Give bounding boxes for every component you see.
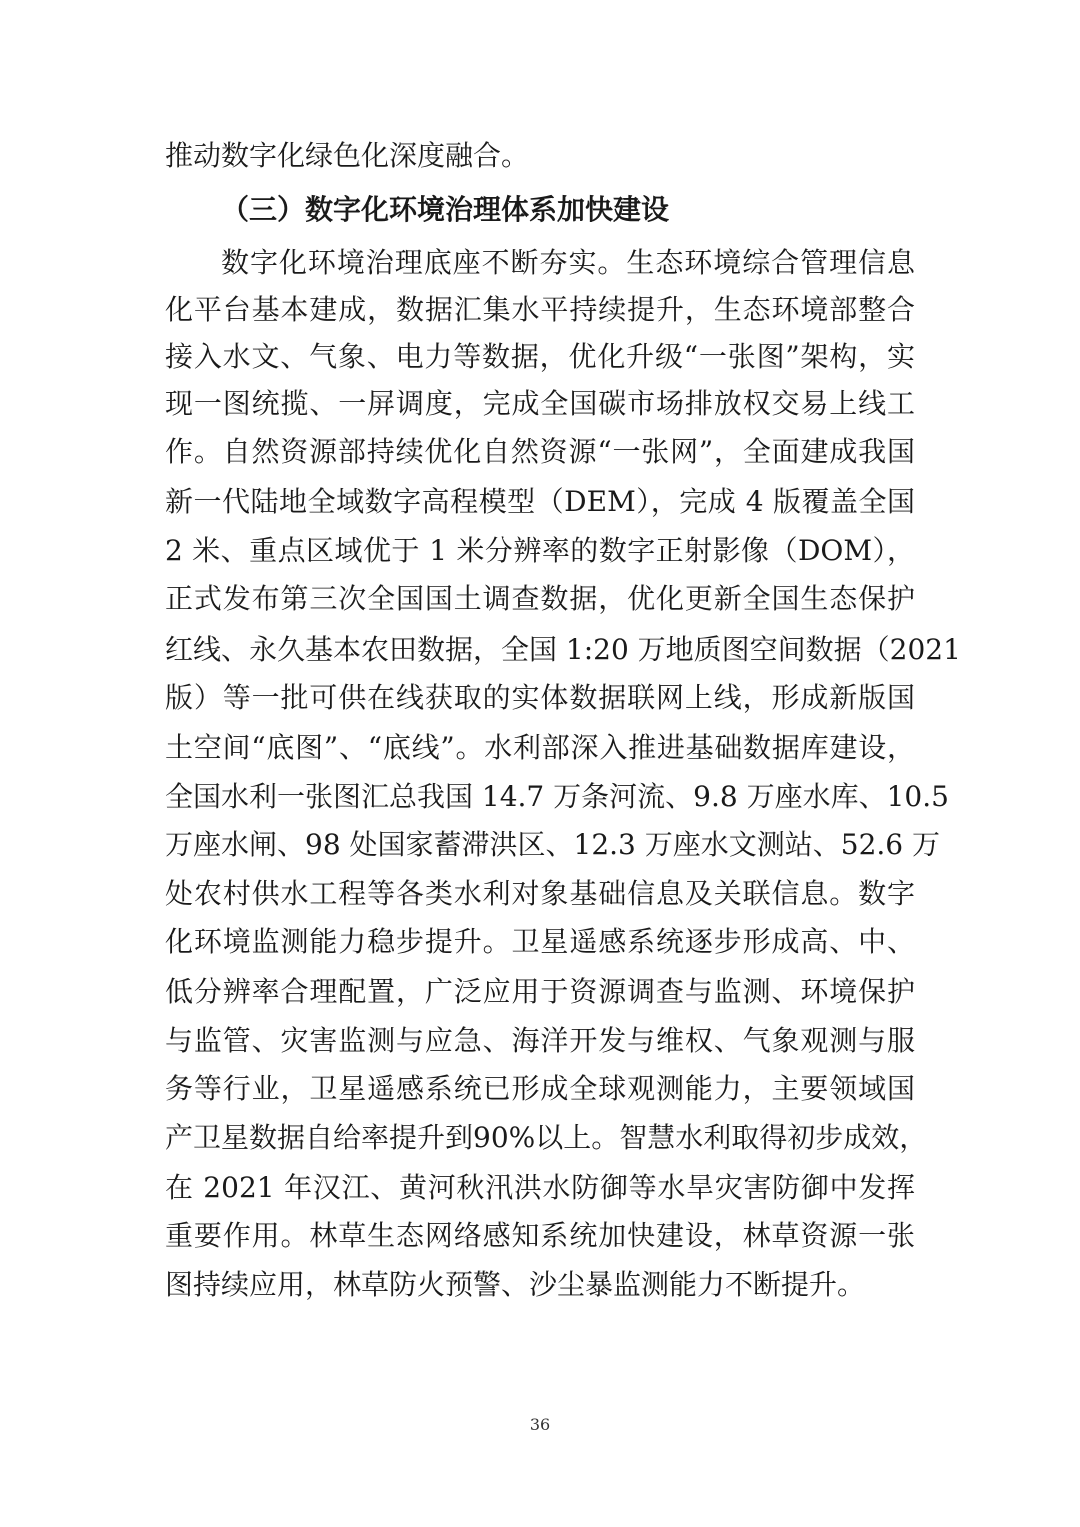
section-heading: （三）数字化环境治理体系加快建设 [221, 193, 670, 226]
paragraph-line: 土空间“底图”、“底线”。水利部深入推进基础数据库建设， [165, 731, 915, 764]
paragraph-line: 万座水闸、98 处国家蓄滞洪区、12.3 万座水文测站、52.6 万 [165, 828, 941, 861]
paragraph-line: 新一代陆地全域数字高程模型（DEM），完成 4 版覆盖全国 [165, 485, 915, 518]
paragraph-line: 图持续应用，林草防火预警、沙尘暴监测能力不断提升。 [165, 1268, 866, 1301]
paragraph-line: 正式发布第三次全国国土调查数据，优化更新全国生态保护 [165, 582, 915, 615]
paragraph-line: 2 米、重点区域优于 1 米分辨率的数字正射影像（DOM）， [165, 534, 915, 567]
paragraph-line: 处农村供水工程等各类水利对象基础信息及关联信息。数字 [165, 877, 915, 910]
paragraph-line: 作。自然资源部持续优化自然资源“一张网”，全面建成我国 [165, 435, 915, 468]
paragraph-line: 重要作用。林草生态网络感知系统加快建设，林草资源一张 [165, 1219, 915, 1252]
page-number: 36 [529, 1415, 551, 1434]
paragraph-line: 接入水文、气象、电力等数据，优化升级“一张图”架构，实 [165, 340, 915, 373]
paragraph-line: 版）等一批可供在线获取的实体数据联网上线，形成新版国 [165, 681, 915, 714]
paragraph-line: 数字化环境治理底座不断夯实。生态环境综合管理信息 [221, 246, 915, 279]
paragraph-line: 低分辨率合理配置，广泛应用于资源调查与监测、环境保护 [165, 975, 915, 1008]
paragraph-line: 化环境监测能力稳步提升。卫星遥感系统逐步形成高、中、 [165, 925, 915, 958]
paragraph-line: 产卫星数据自给率提升到90%以上。智慧水利取得初步成效， [165, 1121, 928, 1154]
paragraph-line: 全国水利一张图汇总我国 14.7 万条河流、9.8 万座水库、10.5 [165, 780, 949, 813]
paragraph-line: 现一图统揽、一屏调度，完成全国碳市场排放权交易上线工 [165, 387, 915, 420]
paragraph-line: 红线、永久基本农田数据，全国 1:20 万地质图空间数据（2021 [165, 633, 961, 666]
paragraph-line: 推动数字化绿色化深度融合。 [165, 139, 530, 172]
paragraph-line: 化平台基本建成，数据汇集水平持续提升，生态环境部整合 [165, 293, 915, 326]
paragraph-line: 与监管、灾害监测与应急、海洋开发与维权、气象观测与服 [165, 1024, 915, 1057]
paragraph-line: 在 2021 年汉江、黄河秋汛洪水防御等水旱灾害防御中发挥 [165, 1171, 915, 1204]
paragraph-line: 务等行业，卫星遥感系统已形成全球观测能力，主要领域国 [165, 1072, 915, 1105]
